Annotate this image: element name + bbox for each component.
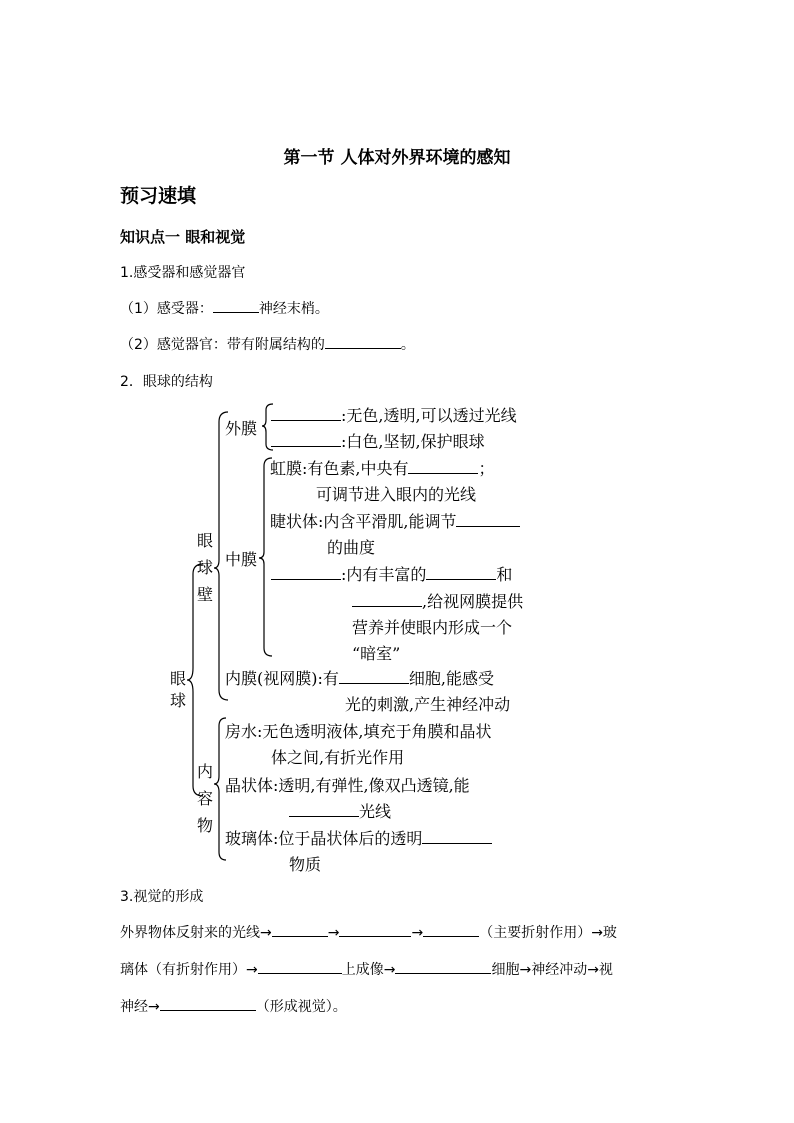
ciliary-line-2: 的曲度 bbox=[327, 538, 376, 557]
eyeball-label: 眼球 bbox=[170, 669, 187, 710]
text: 细胞→神经冲动→视 bbox=[491, 962, 613, 978]
text: 光线 bbox=[359, 802, 392, 821]
blank bbox=[289, 802, 359, 817]
blank bbox=[339, 669, 409, 684]
text: 。 bbox=[400, 337, 415, 353]
blank bbox=[456, 512, 520, 527]
knowledge-point-heading: 知识点一 眼和视觉 bbox=[120, 228, 246, 246]
blank bbox=[423, 922, 479, 937]
text: 睫状体:内含平滑肌,能调节 bbox=[270, 512, 457, 531]
blank bbox=[352, 592, 422, 607]
item2-heading: 2．眼球的结构 bbox=[120, 374, 213, 390]
blank bbox=[426, 565, 496, 580]
text: 和 bbox=[496, 565, 513, 584]
blank bbox=[271, 406, 341, 421]
blank bbox=[160, 996, 256, 1011]
inner-line-1 bbox=[225, 666, 494, 689]
blank bbox=[258, 959, 342, 974]
iris-line-2: 可调节进入眼内的光线 bbox=[316, 485, 477, 504]
text: :无色,透明,可以透过光线 bbox=[341, 406, 517, 425]
blank bbox=[271, 432, 341, 447]
text: ,给视网膜提供 bbox=[422, 592, 524, 611]
lens-line-2 bbox=[289, 799, 391, 822]
ciliary-line-1 bbox=[270, 509, 520, 532]
choroid-line-2 bbox=[352, 589, 523, 612]
iris-line-1 bbox=[270, 456, 495, 479]
section-heading: 预习速填 bbox=[120, 185, 197, 207]
item3-line1 bbox=[120, 922, 617, 942]
text: :白色,坚韧,保护眼球 bbox=[341, 432, 485, 451]
choroid-line-3: 营养并使眼内形成一个 bbox=[352, 618, 513, 637]
text: 玻璃体:位于晶状体后的透明 bbox=[225, 829, 423, 848]
text: :内有丰富的 bbox=[341, 565, 427, 584]
vitreous-line-1 bbox=[225, 826, 492, 849]
blank bbox=[422, 829, 492, 844]
text: 内膜(视网膜):有 bbox=[225, 669, 339, 688]
outer-membrane-label: 外膜 bbox=[225, 419, 258, 438]
text: （1）感受器： bbox=[120, 301, 213, 317]
text: 外界物体反射来的光线→ bbox=[120, 925, 272, 941]
page-title: 第一节 人体对外界环境的感知 bbox=[283, 148, 511, 168]
vitreous-line-2: 物质 bbox=[289, 855, 322, 874]
text: 璃体（有折射作用）→ bbox=[120, 962, 258, 978]
middle-membrane-label: 中膜 bbox=[225, 550, 258, 569]
inner-line-2: 光的刺激,产生神经冲动 bbox=[345, 695, 511, 714]
item3-line3 bbox=[120, 996, 347, 1016]
text: （主要折射作用）→玻 bbox=[479, 925, 617, 941]
text: （形成视觉）。 bbox=[255, 999, 347, 1015]
item3-heading: 3.视觉的形成 bbox=[120, 889, 204, 905]
outer-line-1 bbox=[271, 403, 517, 426]
blank bbox=[395, 959, 491, 974]
text: 虹膜:有色素,中央有 bbox=[270, 459, 409, 478]
blank bbox=[271, 565, 341, 580]
contents-label: 内容物 bbox=[197, 762, 214, 835]
text: 神经→ bbox=[120, 999, 160, 1015]
aqueous-line-1: 房水:无色透明液体,填充于角膜和晶状 bbox=[225, 722, 492, 741]
text: → bbox=[327, 925, 340, 941]
text: → bbox=[411, 925, 424, 941]
text: 上成像→ bbox=[341, 962, 396, 978]
blank bbox=[339, 922, 411, 937]
text: ； bbox=[478, 459, 495, 478]
text: 神经末梢。 bbox=[258, 301, 329, 317]
aqueous-line-2: 体之间,有折光作用 bbox=[271, 748, 405, 767]
blank bbox=[408, 459, 478, 474]
text: （2）感觉器官：带有附属结构的 bbox=[120, 337, 325, 353]
blank bbox=[272, 922, 328, 937]
item1-heading: 1.感受器和感觉器官 bbox=[120, 265, 246, 281]
choroid-line-1 bbox=[271, 562, 512, 585]
text: 细胞,能感受 bbox=[408, 669, 494, 688]
item3-line2 bbox=[120, 959, 613, 979]
outer-line-2 bbox=[271, 429, 485, 452]
lens-line-1: 晶状体:透明,有弹性,像双凸透镜,能 bbox=[225, 776, 470, 795]
eyeball-wall-label: 眼球壁 bbox=[197, 531, 214, 604]
choroid-line-4: “暗室” bbox=[352, 644, 401, 663]
